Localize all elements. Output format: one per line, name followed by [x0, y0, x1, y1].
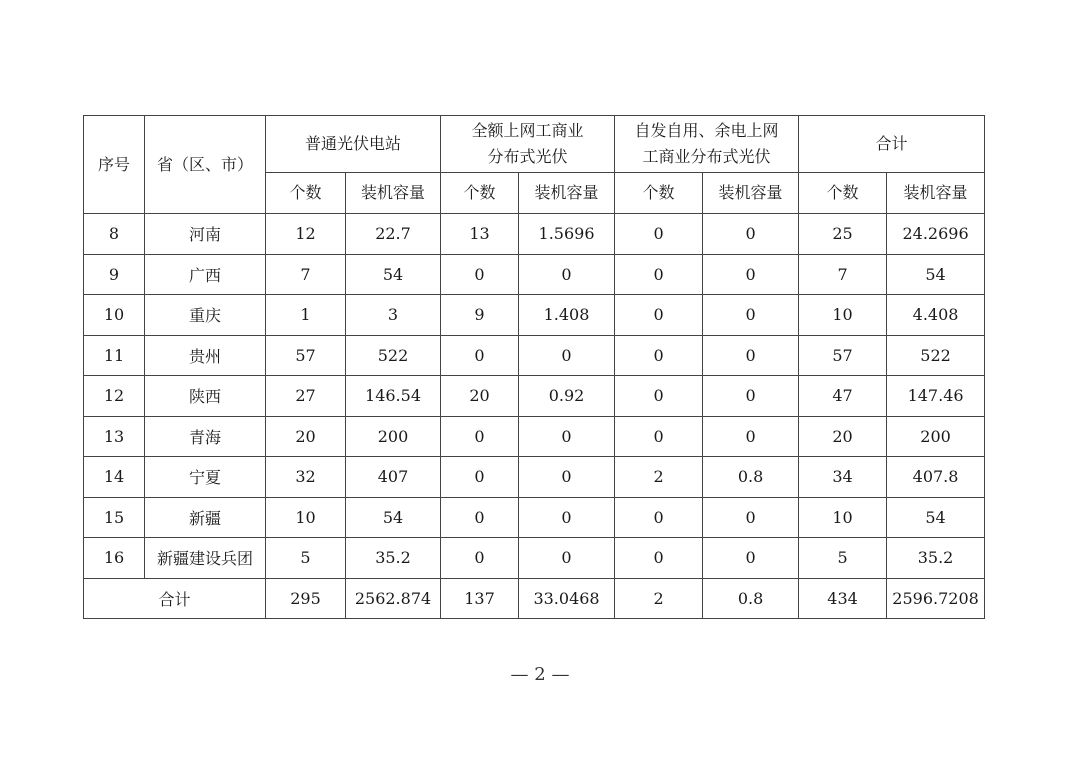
- row-cell: 27: [266, 376, 346, 417]
- row-cell: 0: [519, 457, 615, 498]
- row-cell: 9: [441, 295, 519, 336]
- row-cell: 0: [441, 538, 519, 579]
- row-province: 广西: [145, 254, 266, 295]
- row-seq: 14: [84, 457, 145, 498]
- row-cell: 12: [266, 214, 346, 255]
- table-row: [84, 497, 985, 538]
- row-cell: 0: [615, 376, 703, 417]
- row-cell: 147.46: [887, 376, 985, 417]
- row-cell: 47: [799, 376, 887, 417]
- row-seq: 13: [84, 416, 145, 457]
- row-cell: 0: [615, 335, 703, 376]
- header-province: 省（区、市）: [145, 116, 266, 214]
- table-row: [84, 376, 985, 417]
- row-cell: 0: [703, 335, 799, 376]
- row-cell: 32: [266, 457, 346, 498]
- row-cell: 0: [441, 254, 519, 295]
- row-province: 陕西: [145, 376, 266, 417]
- row-cell: 407.8: [887, 457, 985, 498]
- total-cell: 2: [615, 578, 703, 619]
- row-cell: 1: [266, 295, 346, 336]
- total-cell: 0.8: [703, 578, 799, 619]
- row-seq: 10: [84, 295, 145, 336]
- row-cell: 54: [887, 497, 985, 538]
- row-cell: 0: [703, 416, 799, 457]
- row-cell: 54: [346, 254, 441, 295]
- row-seq: 9: [84, 254, 145, 295]
- row-cell: 0: [703, 497, 799, 538]
- row-cell: 146.54: [346, 376, 441, 417]
- row-cell: 7: [266, 254, 346, 295]
- row-cell: 10: [266, 497, 346, 538]
- row-cell: 20: [799, 416, 887, 457]
- row-cell: 7: [799, 254, 887, 295]
- row-cell: 0: [441, 416, 519, 457]
- row-cell: 200: [346, 416, 441, 457]
- row-cell: 5: [799, 538, 887, 579]
- header-group-line1: 合计: [875, 134, 908, 153]
- row-cell: 0: [441, 457, 519, 498]
- row-cell: 0: [519, 416, 615, 457]
- row-cell: 0: [703, 254, 799, 295]
- row-seq: 15: [84, 497, 145, 538]
- row-cell: 13: [441, 214, 519, 255]
- table-row: [84, 335, 985, 376]
- row-cell: 57: [799, 335, 887, 376]
- header-capacity: 装机容量: [346, 173, 441, 214]
- row-cell: 3: [346, 295, 441, 336]
- row-seq: 12: [84, 376, 145, 417]
- row-cell: 35.2: [346, 538, 441, 579]
- header-count: 个数: [799, 173, 887, 214]
- row-cell: 0: [703, 538, 799, 579]
- header-capacity: 装机容量: [887, 173, 985, 214]
- row-cell: 0: [519, 254, 615, 295]
- row-cell: 0: [615, 416, 703, 457]
- header-row-groups: [84, 116, 985, 173]
- row-cell: 0: [615, 497, 703, 538]
- row-province: 新疆: [145, 497, 266, 538]
- header-group-self-use-distributed: [615, 116, 799, 173]
- pv-installation-table: [83, 115, 985, 619]
- row-cell: 0: [703, 376, 799, 417]
- row-cell: 0: [703, 295, 799, 336]
- header-count: 个数: [266, 173, 346, 214]
- total-cell: 2562.874: [346, 578, 441, 619]
- row-cell: 200: [887, 416, 985, 457]
- row-cell: 10: [799, 497, 887, 538]
- header-group-line1: 全额上网工商业: [471, 121, 584, 140]
- total-cell: 295: [266, 578, 346, 619]
- row-cell: 20: [441, 376, 519, 417]
- header-group-line2: 工商业分布式光伏: [642, 147, 771, 166]
- page-number: — 2 —: [510, 664, 570, 685]
- row-province: 河南: [145, 214, 266, 255]
- row-cell: 24.2696: [887, 214, 985, 255]
- row-cell: 22.7: [346, 214, 441, 255]
- header-seq: 序号: [84, 116, 145, 214]
- row-cell: 522: [887, 335, 985, 376]
- row-cell: 407: [346, 457, 441, 498]
- row-province: 重庆: [145, 295, 266, 336]
- row-province: 青海: [145, 416, 266, 457]
- total-cell: 2596.7208: [887, 578, 985, 619]
- header-group-total: [799, 116, 985, 173]
- row-cell: 0.8: [703, 457, 799, 498]
- header-count: 个数: [441, 173, 519, 214]
- header-group-line1: 普通光伏电站: [305, 134, 402, 153]
- row-cell: 5: [266, 538, 346, 579]
- row-cell: 0: [441, 497, 519, 538]
- header-group-utility-pv: [266, 116, 441, 173]
- table-row: [84, 538, 985, 579]
- row-cell: 4.408: [887, 295, 985, 336]
- row-cell: 0: [703, 214, 799, 255]
- table-row: [84, 457, 985, 498]
- row-cell: 0: [615, 254, 703, 295]
- header-capacity: 装机容量: [703, 173, 799, 214]
- row-cell: 0: [441, 335, 519, 376]
- row-seq: 8: [84, 214, 145, 255]
- row-province: 宁夏: [145, 457, 266, 498]
- row-cell: 0: [519, 538, 615, 579]
- row-cell: 0: [519, 497, 615, 538]
- row-cell: 0: [615, 538, 703, 579]
- total-label: 合计: [84, 578, 266, 619]
- row-province: 新疆建设兵团: [145, 538, 266, 579]
- row-cell: 1.5696: [519, 214, 615, 255]
- row-cell: 35.2: [887, 538, 985, 579]
- header-capacity: 装机容量: [519, 173, 615, 214]
- row-cell: 0: [615, 214, 703, 255]
- row-cell: 54: [887, 254, 985, 295]
- row-cell: 34: [799, 457, 887, 498]
- total-cell: 137: [441, 578, 519, 619]
- table-row: [84, 295, 985, 336]
- row-cell: 0: [519, 335, 615, 376]
- row-cell: 54: [346, 497, 441, 538]
- header-group-line2: 分布式光伏: [487, 147, 568, 166]
- header-group-line1: 自发自用、余电上网: [634, 121, 779, 140]
- row-cell: 25: [799, 214, 887, 255]
- row-cell: 0: [615, 295, 703, 336]
- header-group-full-grid-distributed: [441, 116, 615, 173]
- header-count: 个数: [615, 173, 703, 214]
- table-row: [84, 214, 985, 255]
- row-cell: 20: [266, 416, 346, 457]
- total-row: [84, 578, 985, 619]
- row-cell: 1.408: [519, 295, 615, 336]
- table-row: [84, 416, 985, 457]
- total-cell: 434: [799, 578, 887, 619]
- row-cell: 10: [799, 295, 887, 336]
- table-row: [84, 254, 985, 295]
- row-province: 贵州: [145, 335, 266, 376]
- row-cell: 0.92: [519, 376, 615, 417]
- row-seq: 11: [84, 335, 145, 376]
- total-cell: 33.0468: [519, 578, 615, 619]
- table-body: [84, 214, 985, 619]
- row-cell: 57: [266, 335, 346, 376]
- row-cell: 2: [615, 457, 703, 498]
- row-seq: 16: [84, 538, 145, 579]
- row-cell: 522: [346, 335, 441, 376]
